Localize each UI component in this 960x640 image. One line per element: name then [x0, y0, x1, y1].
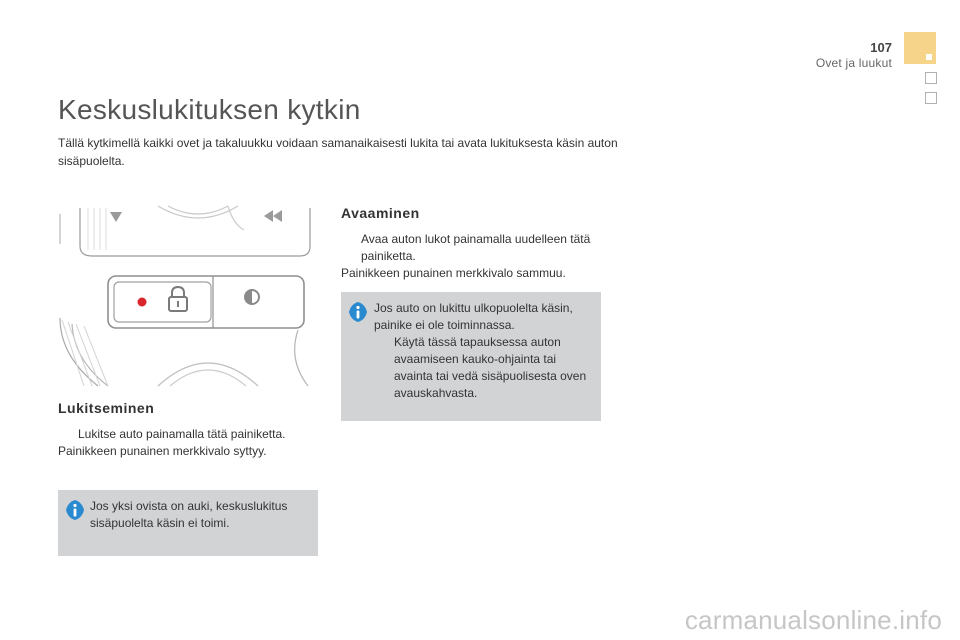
- page-number: 107: [870, 40, 892, 55]
- unlock-info-content: [374, 300, 594, 402]
- lock-info-text: Jos yksi ovista on auki, keskuslukitus sisäpuolelta käsin ei toimi.: [90, 499, 288, 530]
- watermark: carmanualsonline.info: [684, 605, 942, 635]
- chapter-tab-box: [925, 92, 937, 104]
- unlock-note: Painikkeen punainen merkkivalo sammuu.: [341, 266, 566, 280]
- unlock-bullet-text: Avaa auton lukot painamalla uudelleen tätä painiketta.: [361, 232, 591, 263]
- unlock-instruction: [341, 231, 603, 265]
- lock-info-box: [58, 490, 318, 556]
- chapter-tab-marker: [904, 32, 936, 64]
- unlock-info-intro: Jos auto on lukittu ulkopuolelta käsin, painike ei ole toiminnassa.: [374, 301, 573, 332]
- lock-instruction: [58, 426, 320, 443]
- section-name: Ovet ja luukut: [815, 56, 892, 70]
- lock-note: Painikkeen punainen merkkivalo syttyy.: [58, 444, 267, 458]
- info-icon: [349, 302, 367, 322]
- lock-section: [58, 400, 320, 460]
- lock-heading: Lukitseminen: [58, 400, 155, 416]
- page-title: Keskuslukituksen kytkin: [58, 94, 361, 125]
- unlock-info-bullet-text: Käytä tässä tapauksessa auton avaamiseen kauko-ohjainta tai avainta tai vedä sisäpuolisesta oven avauskahvasta.: [394, 335, 587, 400]
- lock-bullet-text: Lukitse auto painamalla tätä painiketta.: [78, 427, 286, 441]
- intro-paragraph: Tällä kytkimellä kaikki ovet ja takaluukku voidaan samanaikaisesti lukita tai avata lukituksesta käsin auton sisäpuolelta.: [58, 136, 618, 168]
- unlock-heading: Avaaminen: [341, 205, 420, 221]
- triangle-down-icon: [110, 212, 122, 222]
- unlock-info-box: [341, 292, 601, 421]
- padlock-icon: [169, 287, 187, 311]
- info-icon: [66, 500, 84, 520]
- chapter-tab-box: [925, 72, 937, 84]
- dashboard-switch-illustration: [58, 200, 318, 390]
- rewind-icon: [264, 210, 282, 222]
- red-indicator-light: [138, 298, 147, 307]
- unlock-info-instruction: [374, 334, 594, 402]
- half-circle-icon: [245, 290, 259, 304]
- unlock-section: [341, 205, 603, 282]
